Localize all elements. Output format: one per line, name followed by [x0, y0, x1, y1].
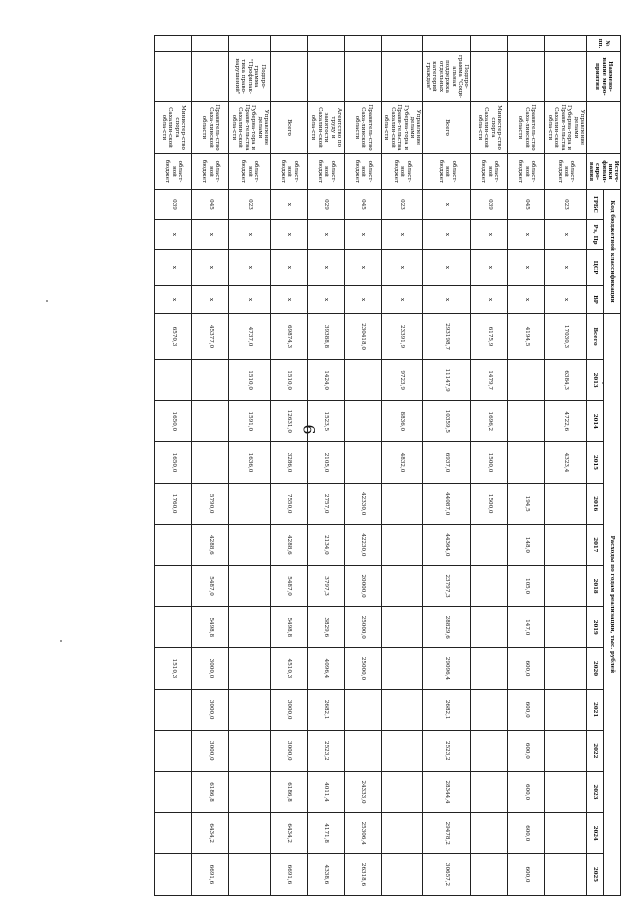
cell-year-value	[344, 442, 381, 483]
cell-year-value: 7550,0	[270, 483, 307, 524]
cell-year-value: 1591,0	[229, 401, 271, 442]
cell-year-value: 10359,5	[423, 401, 471, 442]
header-year: 2017	[586, 524, 603, 565]
cell-csr: х	[423, 250, 471, 286]
cell-year-value: 25000,0	[344, 607, 381, 648]
cell-year-value: 3000,0	[192, 648, 229, 689]
cell-vr: х	[229, 286, 271, 314]
cell-csr: х	[545, 250, 587, 286]
cell-year-value: 1760,0	[155, 483, 192, 524]
header-year: 2015	[586, 442, 603, 483]
cell-year-value: 42330,0	[344, 483, 381, 524]
header-year: 2025	[586, 854, 603, 895]
cell-year-value: 12631,0	[270, 401, 307, 442]
header-year: 2022	[586, 730, 603, 771]
cell-total: 4194,5	[508, 314, 545, 360]
cell-year-value	[344, 360, 381, 401]
cell-year-value	[471, 607, 508, 648]
cell-total: 17030,3	[545, 314, 587, 360]
cell-year-value	[545, 813, 587, 854]
cell-year-value: 4323,4	[545, 442, 587, 483]
cell-year-value: 600,0	[508, 854, 545, 895]
cell-num	[192, 36, 229, 52]
cell-year-value	[545, 483, 587, 524]
header-year: 2023	[586, 771, 603, 812]
header-responsible	[586, 102, 620, 154]
cell-total: 6570,3	[155, 314, 192, 360]
cell-year-value	[545, 607, 587, 648]
header-grbs: ГРБС	[586, 190, 603, 220]
cell-num	[381, 36, 423, 52]
cell-year-value	[471, 813, 508, 854]
cell-num	[545, 36, 587, 52]
header-vr: ВР	[586, 286, 603, 314]
header-year: 2020	[586, 648, 603, 689]
cell-year-value: 5498,8	[192, 607, 229, 648]
cell-rzpr: х	[344, 220, 381, 250]
cell-rzpr: х	[508, 220, 545, 250]
cell-vr: х	[307, 286, 344, 314]
cell-responsible: Всего	[270, 102, 307, 154]
cell-year-value: 4171,8	[307, 813, 344, 854]
cell-responsible: Правитель-ство Саха-линской области	[344, 102, 381, 154]
cell-year-value: 26318,6	[344, 854, 381, 895]
cell-year-value: 4096,4	[307, 648, 344, 689]
cell-year-value	[155, 771, 192, 812]
table-row	[344, 36, 381, 896]
cell-year-value: 3829,6	[307, 607, 344, 648]
cell-year-value: 6937,0	[423, 442, 471, 483]
cell-total: 39388,8	[307, 314, 344, 360]
cell-year-value	[229, 648, 271, 689]
cell-rzpr: х	[229, 220, 271, 250]
header-year: 2021	[586, 689, 603, 730]
cell-csr: х	[344, 250, 381, 286]
cell-rzpr: х	[270, 220, 307, 250]
cell-year-value: 25000,0	[344, 648, 381, 689]
cell-year-value: 24333,0	[344, 771, 381, 812]
cell-year-value: 2757,0	[307, 483, 344, 524]
cell-total: 4737,0	[229, 314, 271, 360]
cell-num	[270, 36, 307, 52]
cell-year-value: 600,0	[508, 648, 545, 689]
header-source: Источ-ники финан-сиро-вания	[586, 154, 620, 190]
header-year: 2019	[586, 607, 603, 648]
cell-year-value: 6384,3	[545, 360, 587, 401]
cell-vr: х	[344, 286, 381, 314]
cell-year-value: 25306,4	[344, 813, 381, 854]
cell-year-value	[192, 360, 229, 401]
cell-rzpr: х	[381, 220, 423, 250]
cell-vr: х	[381, 286, 423, 314]
cell-grbs: 023	[545, 190, 587, 220]
cell-year-value: 148,0	[508, 524, 545, 565]
cell-year-value	[192, 442, 229, 483]
cell-vr: х	[508, 286, 545, 314]
cell-year-value: 11147,9	[423, 360, 471, 401]
cell-vr: х	[471, 286, 508, 314]
header-budget-code: Код бюджетной классификации	[604, 190, 621, 314]
cell-year-value: 42230,0	[344, 524, 381, 565]
cell-source: област-ной бюджет	[508, 154, 545, 190]
header-rzpr: Рз, Пр	[586, 220, 603, 250]
header-year: 2018	[586, 565, 603, 606]
cell-year-value	[229, 813, 271, 854]
cell-year-value: 44087,0	[423, 483, 471, 524]
cell-year-value	[471, 648, 508, 689]
cell-num	[229, 36, 271, 52]
cell-year-value: 28829,6	[423, 607, 471, 648]
cell-source: област-ной бюджет	[471, 154, 508, 190]
cell-year-value: 3000,0	[270, 730, 307, 771]
cell-year-value	[381, 730, 423, 771]
cell-year-value	[229, 524, 271, 565]
cell-vr: х	[545, 286, 587, 314]
cell-year-value: 4011,4	[307, 771, 344, 812]
cell-year-value: 5790,0	[192, 483, 229, 524]
cell-year-value: 4338,6	[307, 854, 344, 895]
cell-responsible: Управление делами Губерна-тора и Прави-тельства Сахалин-ской обла-сти	[229, 102, 271, 154]
table-row	[471, 36, 508, 896]
cell-year-value	[229, 483, 271, 524]
cell-source: област-ной бюджет	[381, 154, 423, 190]
cell-name	[192, 52, 229, 102]
cell-year-value	[381, 483, 423, 524]
cell-csr: х	[307, 250, 344, 286]
cell-total: 6175,9	[471, 314, 508, 360]
cell-total: 69874,3	[270, 314, 307, 360]
header-expenses: Расходы по годам реализации, тыс. рублей	[604, 314, 621, 896]
cell-year-value: 30657,2	[423, 854, 471, 895]
cell-year-value	[508, 442, 545, 483]
cell-year-value	[344, 401, 381, 442]
cell-year-value	[381, 565, 423, 606]
cell-num	[155, 36, 192, 52]
cell-total: 293198,7	[423, 314, 471, 360]
cell-name	[307, 52, 344, 102]
cell-csr: х	[471, 250, 508, 286]
cell-source: област-ной бюджет	[229, 154, 271, 190]
cell-year-value	[229, 607, 271, 648]
cell-name	[508, 52, 545, 102]
cell-name: Подпро-грамма "Соци-альная поддержка отдельных категорий граждан"	[423, 52, 471, 102]
cell-rzpr: х	[307, 220, 344, 250]
cell-year-value	[471, 854, 508, 895]
page-number: 6	[299, 424, 319, 435]
cell-year-value	[155, 689, 192, 730]
cell-responsible: Управление делами Губерна-тора и Прави-тельства Сахалин-ской обла-сти	[545, 102, 587, 154]
cell-rzpr: х	[471, 220, 508, 250]
cell-year-value: 1650,0	[155, 442, 192, 483]
table-body	[155, 36, 587, 896]
cell-year-value: 6691,6	[192, 854, 229, 895]
cell-rzpr: х	[192, 220, 229, 250]
cell-year-value: 5487,0	[192, 565, 229, 606]
cell-grbs: х	[270, 190, 307, 220]
cell-year-value	[381, 648, 423, 689]
cell-year-value	[155, 730, 192, 771]
cell-grbs: 045	[344, 190, 381, 220]
cell-year-value	[155, 360, 192, 401]
cell-year-value: 4510,3	[270, 648, 307, 689]
cell-source: област-ной бюджет	[307, 154, 344, 190]
cell-year-value	[381, 813, 423, 854]
table-row	[155, 36, 192, 896]
cell-grbs: 045	[508, 190, 545, 220]
cell-total: 23391,9	[381, 314, 423, 360]
cell-year-value	[381, 854, 423, 895]
cell-year-value: 2682,1	[423, 689, 471, 730]
cell-year-value	[155, 607, 192, 648]
cell-name	[471, 52, 508, 102]
cell-year-value	[229, 689, 271, 730]
cell-csr: х	[270, 250, 307, 286]
cell-year-value: 600,0	[508, 771, 545, 812]
cell-year-value	[229, 854, 271, 895]
cell-year-value: 6434,2	[270, 813, 307, 854]
cell-year-value	[229, 771, 271, 812]
cell-year-value: 4832,0	[381, 442, 423, 483]
cell-year-value	[155, 854, 192, 895]
table-row	[508, 36, 545, 896]
cell-year-value: 3000,0	[192, 730, 229, 771]
cell-name	[270, 52, 307, 102]
cell-year-value: 3000,0	[270, 689, 307, 730]
cell-total: 230418,0	[344, 314, 381, 360]
cell-year-value: 29096,4	[423, 648, 471, 689]
table-row	[307, 36, 344, 896]
cell-responsible: Министер-ство спорта Сахалин-ской обла-сти	[155, 102, 192, 154]
cell-year-value: 5487,0	[270, 565, 307, 606]
cell-vr: х	[192, 286, 229, 314]
cell-responsible: Правитель-ство Саха-линской области	[508, 102, 545, 154]
table-row	[192, 36, 229, 896]
cell-year-value	[471, 730, 508, 771]
cell-source: област-ной бюджет	[192, 154, 229, 190]
cell-year-value	[381, 524, 423, 565]
scan-speck	[60, 640, 62, 642]
cell-grbs: х	[423, 190, 471, 220]
header-year: 2014	[586, 401, 603, 442]
cell-vr: х	[155, 286, 192, 314]
cell-year-value: 1650,0	[155, 401, 192, 442]
cell-source: област-ной бюджет	[344, 154, 381, 190]
cell-year-value	[545, 565, 587, 606]
cell-year-value: 1500,0	[471, 483, 508, 524]
cell-responsible: Управление делами Губерна-тора и Прави-тельства Сахалин-ской обла-сти	[381, 102, 423, 154]
cell-year-value: 28344,4	[423, 771, 471, 812]
cell-vr: х	[270, 286, 307, 314]
cell-year-value: 4288,6	[192, 524, 229, 565]
cell-year-value	[545, 771, 587, 812]
cell-year-value: 1636,0	[229, 442, 271, 483]
header-year: 2024	[586, 813, 603, 854]
cell-year-value	[192, 401, 229, 442]
header-year: 2016	[586, 483, 603, 524]
cell-name	[545, 52, 587, 102]
cell-year-value: 2523,2	[307, 730, 344, 771]
cell-year-value: 6691,6	[270, 854, 307, 895]
cell-year-value: 600,0	[508, 689, 545, 730]
cell-csr: х	[192, 250, 229, 286]
cell-num	[471, 36, 508, 52]
cell-year-value	[381, 607, 423, 648]
cell-year-value	[545, 524, 587, 565]
cell-year-value	[545, 689, 587, 730]
cell-num	[344, 36, 381, 52]
cell-year-value: 600,0	[508, 813, 545, 854]
cell-name	[381, 52, 423, 102]
table-row	[270, 36, 307, 896]
cell-year-value: 2682,1	[307, 689, 344, 730]
cell-year-value	[155, 565, 192, 606]
header-csr: ЦСР	[586, 250, 603, 286]
cell-num	[307, 36, 344, 52]
cell-year-value: 8836,0	[381, 401, 423, 442]
cell-year-value	[155, 524, 192, 565]
cell-num	[423, 36, 471, 52]
cell-year-value: 6434,2	[192, 813, 229, 854]
cell-year-value: 44364,0	[423, 524, 471, 565]
cell-year-value: 1510,0	[270, 360, 307, 401]
cell-year-value	[545, 854, 587, 895]
cell-year-value	[508, 360, 545, 401]
cell-source: област-ной бюджет	[155, 154, 192, 190]
cell-year-value: 1523,5	[307, 401, 344, 442]
cell-year-value: 6186,8	[270, 771, 307, 812]
cell-year-value	[545, 648, 587, 689]
cell-source: област-ной бюджет	[545, 154, 587, 190]
scan-speck	[46, 300, 48, 302]
cell-year-value: 3000,0	[192, 689, 229, 730]
cell-year-value	[471, 565, 508, 606]
cell-year-value	[344, 730, 381, 771]
cell-responsible: Агентство по труду и занятости Сахалин-ской обла-сти	[307, 102, 344, 154]
cell-name	[344, 52, 381, 102]
cell-year-value: 5498,8	[270, 607, 307, 648]
cell-year-value: 194,5	[508, 483, 545, 524]
cell-year-value: 1510,0	[229, 360, 271, 401]
cell-year-value: 600,0	[508, 730, 545, 771]
cell-year-value: 1510,3	[155, 648, 192, 689]
cell-rzpr: х	[545, 220, 587, 250]
cell-grbs: 039	[471, 190, 508, 220]
cell-total: 45377,0	[192, 314, 229, 360]
cell-year-value	[381, 771, 423, 812]
cell-year-value	[229, 730, 271, 771]
cell-responsible: Правитель-ство Саха-линской области	[192, 102, 229, 154]
cell-vr: х	[423, 286, 471, 314]
cell-year-value: 2134,0	[307, 524, 344, 565]
cell-csr: х	[155, 250, 192, 286]
cell-year-value	[471, 771, 508, 812]
cell-grbs: 039	[155, 190, 192, 220]
cell-year-value	[155, 813, 192, 854]
table-row	[423, 36, 471, 896]
cell-csr: х	[381, 250, 423, 286]
cell-year-value: 3286,0	[270, 442, 307, 483]
cell-year-value: 9723,9	[381, 360, 423, 401]
cell-year-value	[344, 689, 381, 730]
cell-year-value: 1500,0	[471, 442, 508, 483]
cell-source: област-ной бюджет	[270, 154, 307, 190]
budget-table	[154, 35, 621, 896]
table-row	[545, 36, 587, 896]
cell-csr: х	[229, 250, 271, 286]
cell-year-value: 6186,8	[192, 771, 229, 812]
cell-year-value: 1479,7	[471, 360, 508, 401]
cell-year-value: 4722,6	[545, 401, 587, 442]
header-year: 2013	[586, 360, 603, 401]
cell-rzpr: х	[423, 220, 471, 250]
cell-year-value: 1424,0	[307, 360, 344, 401]
cell-year-value	[229, 565, 271, 606]
header-name: Наимено-вание меро-приятия	[586, 52, 620, 102]
cell-name	[155, 52, 192, 102]
cell-year-value	[508, 401, 545, 442]
cell-year-value	[471, 524, 508, 565]
cell-year-value	[545, 730, 587, 771]
cell-year-value: 105,0	[508, 565, 545, 606]
cell-grbs: 045	[192, 190, 229, 220]
cell-num	[508, 36, 545, 52]
cell-rzpr: х	[155, 220, 192, 250]
cell-year-value: 23797,3	[423, 565, 471, 606]
cell-year-value: 2105,0	[307, 442, 344, 483]
cell-year-value: 147,0	[508, 607, 545, 648]
cell-grbs: 023	[229, 190, 271, 220]
cell-year-value: 3797,3	[307, 565, 344, 606]
cell-year-value	[381, 689, 423, 730]
cell-year-value: 20000,0	[344, 565, 381, 606]
table-row	[229, 36, 271, 896]
cell-year-value: 29478,2	[423, 813, 471, 854]
cell-responsible: Министер-ство спорта Сахалин-ской обла-сти	[471, 102, 508, 154]
cell-source: област-ной бюджет	[423, 154, 471, 190]
table-area	[86, 35, 640, 895]
table-row	[381, 36, 423, 896]
cell-grbs: 023	[381, 190, 423, 220]
cell-csr: х	[508, 250, 545, 286]
cell-year-value: 4288,6	[270, 524, 307, 565]
header-num: № пп.	[586, 36, 620, 52]
cell-year-value	[471, 689, 508, 730]
cell-year-value: 2523,2	[423, 730, 471, 771]
cell-responsible: Всего	[423, 102, 471, 154]
header-total: Всего	[586, 314, 603, 360]
cell-grbs: 029	[307, 190, 344, 220]
cell-year-value: 1696,2	[471, 401, 508, 442]
cell-name: Подпро-грамма "Профилак-тика право-нарушений"	[229, 52, 271, 102]
